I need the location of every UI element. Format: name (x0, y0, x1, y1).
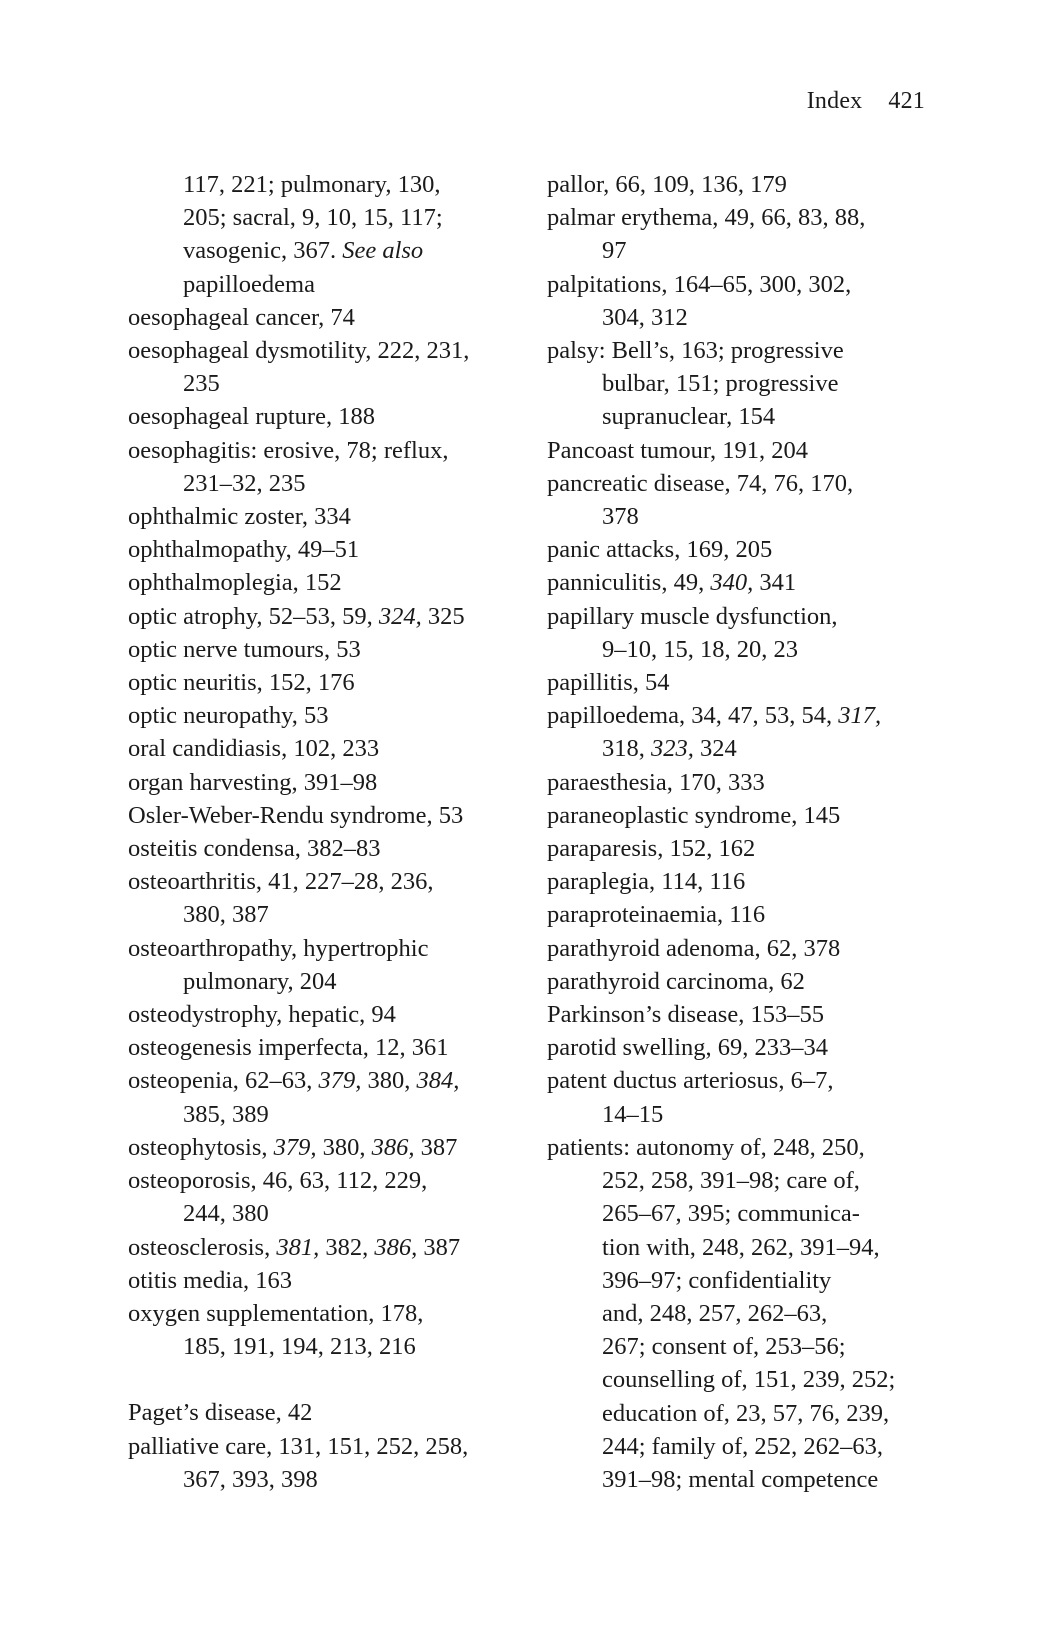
index-entry: oesophageal cancer, 74 (128, 303, 355, 331)
index-entry: palpitations, 164–65, 300, 302, 304, 312 (547, 270, 852, 331)
index-entry: parathyroid carcinoma, 62 (547, 967, 805, 995)
index-entry: osteophytosis, 379, 380, 386, 387 (128, 1133, 458, 1161)
index-entry: osteopenia, 62–63, 379, 380, 384, 385, 389 (128, 1067, 460, 1128)
index-entry: osteosclerosis, 381, 382, 386, 387 (128, 1233, 461, 1261)
index-entry: papilloedema, 34, 47, 53, 54, 317, 318, 323, 324 (547, 702, 882, 763)
index-entry: Osler-Weber-Rendu syndrome, 53 (128, 801, 464, 829)
index-entry: patients: autonomy of, 248, 250, 252, 258, 391–98; care of, 265–67, 395; communica- tion with, 248, 262, 391–94, 396–97; confidentiality and, 248, 257, 262–63, 267; consent of, 253–56; counselling of, 151, 239, 252; education of, 23, 57, 76, 239, 244; family of, 252, 262–63, 391–98; mental competence (547, 1133, 896, 1493)
page-number: 421 (888, 88, 925, 114)
index-entry: ophthalmopathy, 49–51 (128, 536, 360, 564)
index-entry: osteoarthropathy, hypertrophic pulmonary, 204 (128, 934, 429, 995)
index-entry: osteitis condensa, 382–83 (128, 835, 381, 863)
index-entry: paraparesis, 152, 162 (547, 835, 756, 863)
index-entry: parathyroid adenoma, 62, 378 (547, 934, 841, 962)
index-entry: ophthalmic zoster, 334 (128, 503, 351, 531)
index-entry: ophthalmoplegia, 152 (128, 569, 342, 597)
index-entry: papillary muscle dysfunction, 9–10, 15, 18, 20, 23 (547, 602, 838, 663)
index-entry: panic attacks, 169, 205 (547, 536, 773, 564)
index-entry: paraneoplastic syndrome, 145 (547, 801, 841, 829)
index-entry: palsy: Bell’s, 163; progressive bulbar, 151; progressive supranuclear, 154 (547, 337, 844, 431)
index-column-right (547, 168, 947, 1496)
index-entry: optic atrophy, 52–53, 59, 324, 325 (128, 602, 465, 630)
index-entry: oral candidiasis, 102, 233 (128, 735, 380, 763)
index-entry: optic neuritis, 152, 176 (128, 669, 355, 697)
index-entry: pallor, 66, 109, 136, 179 (547, 171, 787, 198)
index-entry: oesophageal dysmotility, 222, 231, 235 (128, 337, 470, 398)
index-entry: organ harvesting, 391–98 (128, 768, 378, 796)
index-entry: parotid swelling, 69, 233–34 (547, 1034, 829, 1062)
index-entry: pancreatic disease, 74, 76, 170, 378 (547, 469, 854, 531)
index-entry: oesophageal rupture, 188 (128, 403, 375, 431)
index-entry: Parkinson’s disease, 153–55 (547, 1001, 824, 1029)
index-entry: 117, 221; pulmonary, 130, 205; sacral, 9, 10, 15, 117; vasogenic, 367. See also papilloedema (183, 171, 443, 298)
index-column-left (128, 168, 528, 1496)
index-entry: papillitis, 54 (547, 669, 670, 697)
index-entry: osteoporosis, 46, 63, 112, 229, 244, 380 (128, 1167, 428, 1228)
index-entry: optic nerve tumours, 53 (128, 635, 361, 663)
index-entry: otitis media, 163 (128, 1266, 292, 1294)
index-entry: paraplegia, 114, 116 (547, 868, 746, 896)
index-entry: Pancoast tumour, 191, 204 (547, 436, 809, 464)
header-label: Index (806, 88, 863, 114)
index-entry: palmar erythema, 49, 66, 83, 88, 97 (547, 204, 866, 265)
index-entry: osteodystrophy, hepatic, 94 (128, 1001, 396, 1029)
index-entry: panniculitis, 49, 340, 341 (547, 569, 797, 597)
running-header (807, 88, 925, 115)
index-entry: Paget’s disease, 42 (128, 1399, 313, 1427)
letter-group-gap (128, 1363, 528, 1396)
index-entry: patent ductus arteriosus, 6–7, 14–15 (547, 1067, 834, 1128)
index-entry: paraproteinaemia, 116 (547, 901, 766, 929)
index-entry: osteoarthritis, 41, 227–28, 236, 380, 387 (128, 868, 434, 929)
index-entry: osteogenesis imperfecta, 12, 361 (128, 1034, 449, 1062)
index-entry: optic neuropathy, 53 (128, 702, 329, 730)
index-entry: paraesthesia, 170, 333 (547, 768, 765, 796)
index-entry: oxygen supplementation, 178, 185, 191, 194, 213, 216 (128, 1299, 424, 1361)
index-entry: palliative care, 131, 151, 252, 258, 367, 393, 398 (128, 1432, 469, 1493)
index-entry: oesophagitis: erosive, 78; reflux, 231–32, 235 (128, 436, 449, 497)
